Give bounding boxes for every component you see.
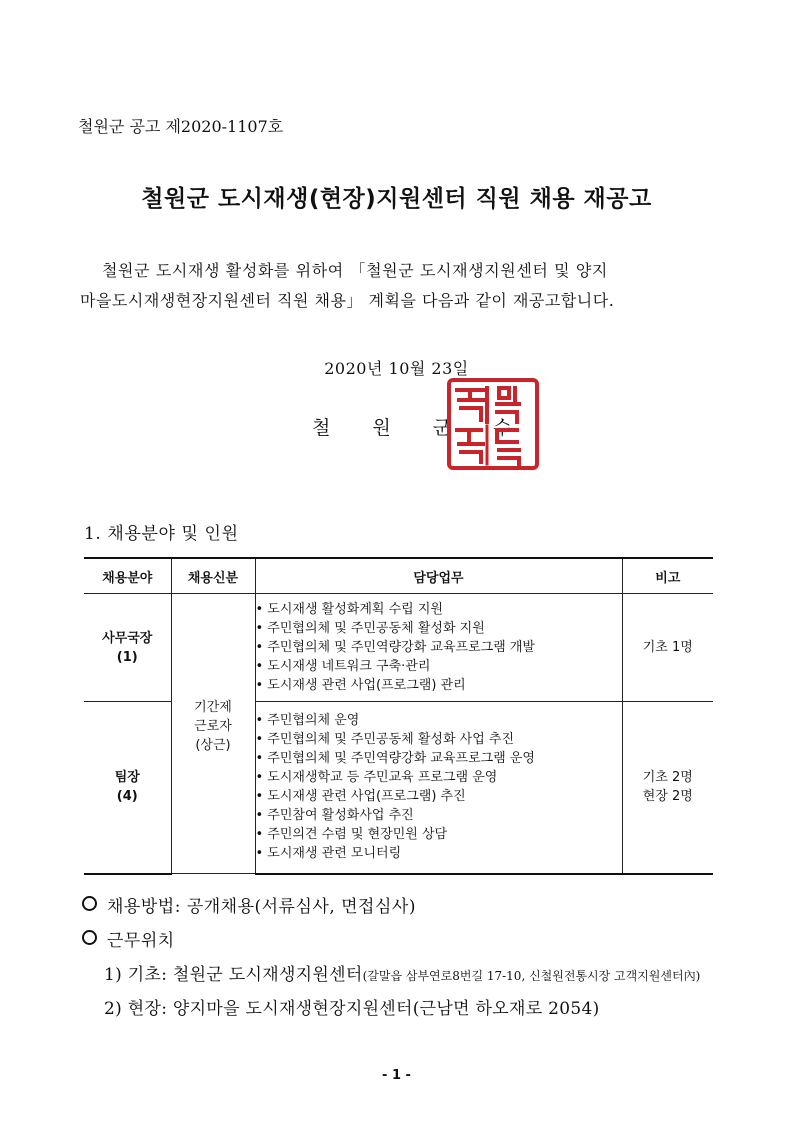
- location-heading-item: [82, 926, 175, 951]
- duty-item: • 주민협의체 및 주민공동체 활성화 사업 추진: [255, 732, 515, 748]
- duty-item: • 도시재생학교 등 주민교육 프로그램 운영: [255, 770, 498, 786]
- field-cell: [84, 702, 171, 874]
- duty-item: • 도시재생 활성화계획 수립 지원: [255, 602, 443, 617]
- notice-number: 철원군 공고 제2020-1107호: [78, 117, 284, 136]
- status-line: 기간제: [194, 700, 232, 715]
- hollow-circle-bullet-icon: [82, 896, 97, 911]
- notice-date: 2020년 10월 23일: [324, 359, 469, 378]
- section-heading-recruitment: 1. 채용분야 및 인원: [84, 524, 239, 544]
- intro-line-2: 마을도시재생현장지원센터 직원 채용」 계획을 다음과 같이 재공고합니다.: [80, 291, 615, 310]
- duty-item: • 도시재생 관련 사업(프로그램) 관리: [255, 678, 466, 693]
- note-cell: [622, 702, 713, 874]
- document-title: 철원군 도시재생(현장)지원센터 직원 채용 재공고: [141, 186, 652, 212]
- location-item-base: [104, 960, 700, 985]
- duty-item: • 주민참여 활성화사업 추진: [255, 808, 414, 824]
- duty-item: • 도시재생 관련 모니터링: [255, 846, 402, 862]
- duties-cell: [255, 594, 622, 702]
- note-cell: [622, 594, 713, 702]
- duty-item: • 주민협의체 및 주민공동체 활성화 지원: [255, 621, 485, 636]
- location-main: 1) 기초: 철원군 도시재생지원센터: [104, 965, 363, 985]
- field-count: (1): [116, 649, 138, 665]
- method-item: [82, 892, 416, 917]
- field-name: 팀장: [114, 770, 140, 786]
- method-text: 채용방법: 공개채용(서류심사, 면접심사): [107, 897, 416, 917]
- hollow-circle-bullet-icon: [82, 930, 97, 945]
- duty-item: • 주민협의체 및 주민역량강화 교육프로그램 개발: [255, 640, 535, 655]
- header-status: 채용신분: [171, 558, 255, 594]
- status-cell: [171, 594, 255, 874]
- duty-item: • 주민협의체 및 주민역량강화 교육프로그램 운영: [255, 751, 535, 767]
- intro-line-1: 철원군 도시재생 활성화를 위하여 「철원군 도시재생지원센터 및 양지: [102, 261, 608, 280]
- note-line: 기초 2명: [642, 770, 693, 786]
- note-line: 기초 1명: [642, 640, 693, 655]
- duties-cell: [255, 702, 622, 874]
- location-main: 2) 현장: 양지마을 도시재생현장지원센터(근남면 하오재로 2054): [104, 999, 600, 1019]
- table-header-row: [84, 558, 713, 594]
- field-count: (4): [116, 789, 138, 805]
- header-duties: 담당업무: [255, 558, 622, 594]
- field-cell: [84, 594, 171, 702]
- page-number: - 1 -: [382, 1068, 411, 1083]
- status-line: 근로자: [194, 719, 232, 734]
- note-line: 현장 2명: [642, 789, 693, 805]
- duty-item: • 도시재생 네트워크 구축·관리: [255, 659, 431, 674]
- header-field: 채용분야: [84, 558, 171, 594]
- intro-paragraph: [80, 256, 720, 316]
- header-note: 비고: [622, 558, 713, 594]
- duty-item: • 주민의견 수렴 및 현장민원 상담: [255, 827, 448, 843]
- duty-item: • 주민협의체 운영: [255, 713, 360, 729]
- location-detail: (갈말읍 삼부연로8번길 17-10, 신철원전통시장 고객지원센터內): [362, 969, 701, 983]
- location-heading: 근무위치: [107, 931, 175, 951]
- location-item-field: [104, 994, 600, 1019]
- status-line: (상근): [195, 738, 231, 753]
- field-name: 사무국장: [102, 630, 153, 646]
- recruitment-table: [84, 557, 713, 875]
- official-seal-icon: [447, 378, 539, 470]
- issuer-name: 철 원 군 수: [312, 417, 530, 439]
- duty-item: • 도시재생 관련 사업(프로그램) 추진: [255, 789, 466, 805]
- table-row: [84, 594, 713, 702]
